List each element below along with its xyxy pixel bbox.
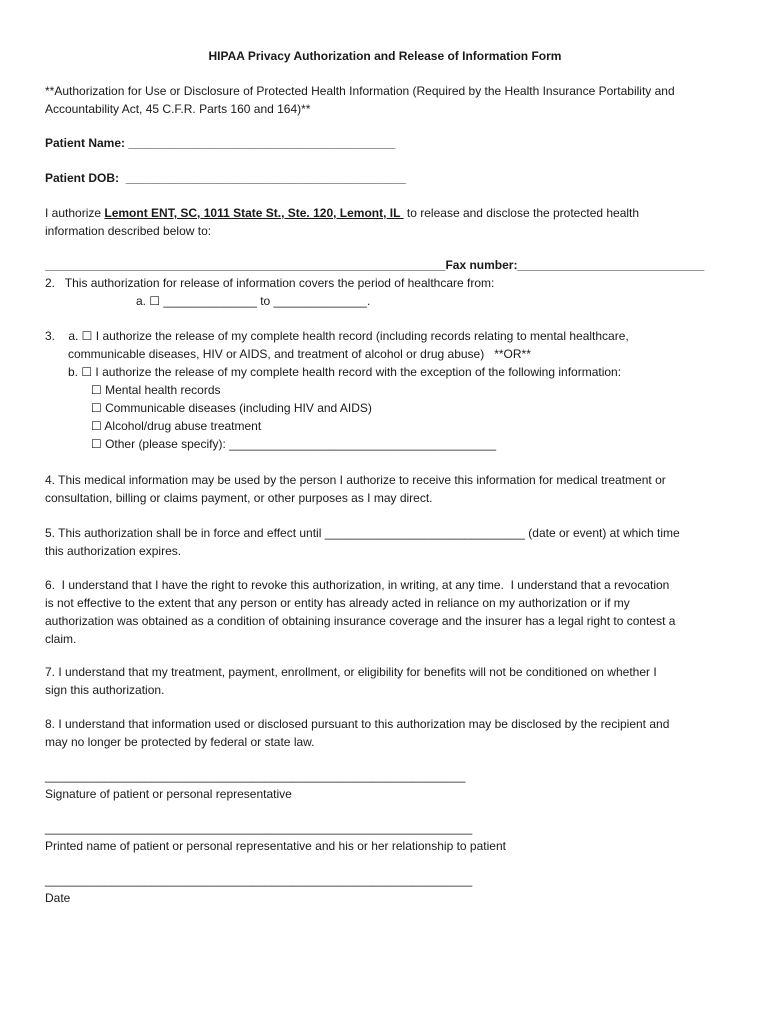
patient-dob-label: Patient DOB:	[45, 171, 120, 185]
form-title: HIPAA Privacy Authorization and Release of Information Form	[208, 49, 562, 63]
item-5-line-1[interactable]: 5. This authorization shall be in force and effect until ______________________________ (date or event) at which time	[45, 526, 680, 540]
exception-option-mental-health[interactable]: ☐ Mental health records	[91, 383, 221, 397]
item-3b-line[interactable]: b. ☐ I authorize the release of my complete health record with the exception of the following information:	[68, 365, 622, 379]
item-8-line-2: may no longer be protected by federal or state law.	[45, 735, 315, 749]
item-6-line-4: claim.	[45, 632, 77, 646]
date-blank[interactable]: ________________________________________________________________	[45, 873, 473, 887]
signature-blank[interactable]: _______________________________________________________________	[45, 769, 466, 783]
item-7-line-1: 7. I understand that my treatment, payment, enrollment, or eligibility for benefits will not be conditioned on whether I	[45, 665, 657, 679]
patient-name-field[interactable]	[45, 134, 395, 152]
item-8-line-1: 8. I understand that information used or disclosed pursuant to this authorization may be disclosed by the recipient and	[45, 717, 670, 731]
fax-number-blank[interactable]: ____________________________	[517, 258, 705, 272]
fax-number-label: Fax number:	[445, 258, 518, 272]
intro-line-2: Accountability Act, 45 C.F.R. Parts 160 and 164)**	[45, 102, 311, 116]
patient-dob-blank[interactable]: __________________________________________	[125, 171, 406, 185]
item-3a-line-1[interactable]: 3. a. ☐ I authorize the release of my complete health record (including records relating to mental healthcare,	[45, 329, 629, 343]
signature-label: Signature of patient or personal representative	[45, 787, 292, 801]
printed-name-label: Printed name of patient or personal representative and his or her relationship to patient	[45, 839, 506, 853]
item-6-line-2: is not effective to the extent that any person or entity has already acted in reliance on my authorization or if my	[45, 596, 630, 610]
printed-name-blank[interactable]: ________________________________________________________________	[45, 821, 473, 835]
patient-name-blank[interactable]: ________________________________________	[128, 136, 396, 150]
authorize-suffix: to release and disclose the protected health	[403, 206, 640, 220]
recipient-blank[interactable]: ____________________________________________________________	[45, 258, 446, 272]
authorize-line-2: information described below to:	[45, 224, 212, 238]
item-2-text: 2. This authorization for release of information covers the period of healthcare from:	[45, 276, 495, 290]
item-4-line-1: 4. This medical information may be used by the person I authorize to receive this information for medical treatment or	[45, 473, 666, 487]
authorize-prefix: I authorize	[45, 206, 105, 220]
exception-option-other[interactable]: ☐ Other (please specify): ________________________________________	[91, 437, 497, 451]
recipient-line[interactable]	[45, 256, 704, 274]
patient-name-label: Patient Name:	[45, 136, 126, 150]
intro-line-1: **Authorization for Use or Disclosure of Protected Health Information (Required by the Health Insurance Portability and	[45, 84, 675, 98]
exception-option-communicable-diseases[interactable]: ☐ Communicable diseases (including HIV and AIDS)	[91, 401, 372, 415]
item-6-line-1: 6. I understand that I have the right to revoke this authorization, in writing, at any time. I understand that a revocation	[45, 578, 670, 592]
item-5-line-2: this authorization expires.	[45, 544, 182, 558]
patient-dob-field[interactable]	[45, 169, 406, 187]
item-7-line-2: sign this authorization.	[45, 683, 165, 697]
item-4-line-2: consultation, billing or claims payment, or other purposes as I may direct.	[45, 491, 433, 505]
exception-option-alcohol-drug[interactable]: ☐ Alcohol/drug abuse treatment	[91, 419, 262, 433]
authorized-entity: Lemont ENT, SC, 1011 State St., Ste. 120, Lemont, IL	[104, 206, 404, 220]
item-3a-line-2: communicable diseases, HIV or AIDS, and treatment of alcohol or drug abuse) **OR**	[68, 347, 531, 361]
date-label: Date	[45, 891, 71, 905]
item-6-line-3: authorization was obtained as a condition of obtaining insurance coverage and the insurer has a legal right to contest a	[45, 614, 676, 628]
authorize-line-1	[45, 204, 639, 222]
item-2-date-range[interactable]: a. ☐ ______________ to ______________.	[136, 294, 371, 308]
